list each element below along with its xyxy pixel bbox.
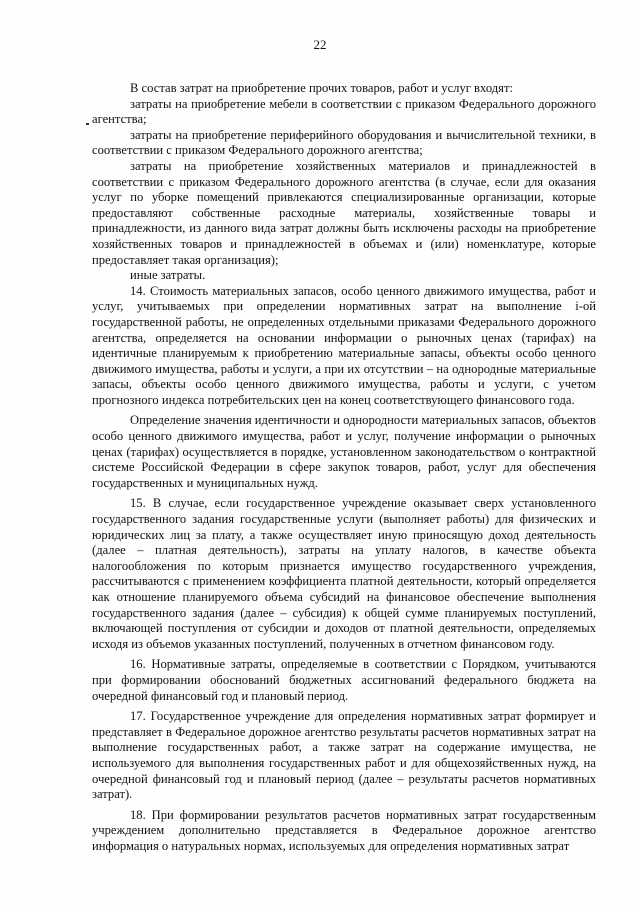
paragraph-household-materials: затраты на приобретение хозяйственных материалов и принадлежностей в соответствии с приказом Федерального дорожного агентства (в случае, если для оказания услуг по уборке помещений привлекаются специализированные организации, которые предоставляют собственные расходные материалы, хозяйственные товары и принадлежности, из данного вида затрат должны быть исключены расходы на приобретение хозяйственных товаров и принадлежностей в объемах и (или) номенклатуре, которые предоставляет такая организация); — [92, 158, 596, 267]
page-number: 22 — [313, 37, 327, 52]
scan-mark — [86, 123, 89, 125]
paragraph-furniture: затраты на приобретение мебели в соответствии с приказом Федерального дорожного агентства; — [92, 96, 596, 127]
paragraph-14-definition: Определение значения идентичности и однородности материальных запасов, объектов особо ценного движимого имущества, работ и услуг, получение информации о рыночных ценах (тарифах) осуществляется в порядке, установленном законодательством о контрактной системе Российской Федерации в сфере закупок товаров, работ, услуг для обеспечения государственных и муниципальных нужд. — [92, 413, 596, 490]
paragraph-16: 16. Нормативные затраты, определяемые в соответствии с Порядком, учитываются при формировании обоснований бюджетных ассигнований федерального бюджета на очередной финансовый год и плановый период. — [92, 657, 596, 703]
paragraph-18: 18. При формировании результатов расчетов нормативных затрат государственным учреждением дополнительно представляется в Федеральное дорожное агентство информация о натуральных нормах, используемых для определения нормативных затрат — [92, 807, 596, 853]
paragraph-14: 14. Стоимость материальных запасов, особо ценного движимого имущества, работ и услуг, учитываемых при определении нормативных затрат на выполнение i-ой государственной работы, не определенных отдельными приказами Федерального дорожного агентства, определяется на основании информации о рыночных ценах (тарифах) на идентичные планируемым к приобретению материальные запасы, объекты особо ценного движимого имущества, работы и услуги, а при их отсутствии – на однородные материальные запасы, объекты особо ценного движимого имущества, работы и услуги, с учетом прогнозного индекса потребительских цен на конец соответствующего финансового года. — [92, 283, 596, 407]
document-body — [92, 81, 596, 855]
paragraph-peripherals: затраты на приобретение периферийного оборудования и вычислительной техники, в соответствии с приказом Федерального дорожного агентства; — [92, 127, 596, 158]
paragraph-15: 15. В случае, если государственное учреждение оказывает сверх установленного государственного задания государственные услуги (выполняет работы) для физических и юридических лиц за плату, а также осуществляет иную приносящую доход деятельность (далее – платная деятельность), затраты на уплату налогов, в качестве объекта налогообложения по которым признается имущество государственного учреждения, рассчитываются с применением коэффициента платной деятельности, который определяется как отношение планируемого объема субсидий на финансовое обеспечение выполнения государственного задания (далее – субсидия) к общей сумме планируемых поступлений, включающей поступления от субсидии и доходов от платной деятельности, определяемых исходя из объемов указанных поступлений, полученных в отчетном финансовом году. — [92, 496, 596, 651]
paragraph-other-costs: иные затраты. — [130, 268, 206, 283]
paragraph-17: 17. Государственное учреждение для определения нормативных затрат формирует и представляет в Федеральное дорожное агентство результаты расчетов нормативных затрат на выполнение государственных работ, а также затрат на содержание имущества, не используемого для выполнения государственных работ и для общехозяйственных нужд, на очередной финансовый год и плановый период (далее – результаты расчетов нормативных затрат). — [92, 709, 596, 802]
paragraph-intro: В состав затрат на приобретение прочих товаров, работ и услуг входят: — [130, 81, 513, 95]
